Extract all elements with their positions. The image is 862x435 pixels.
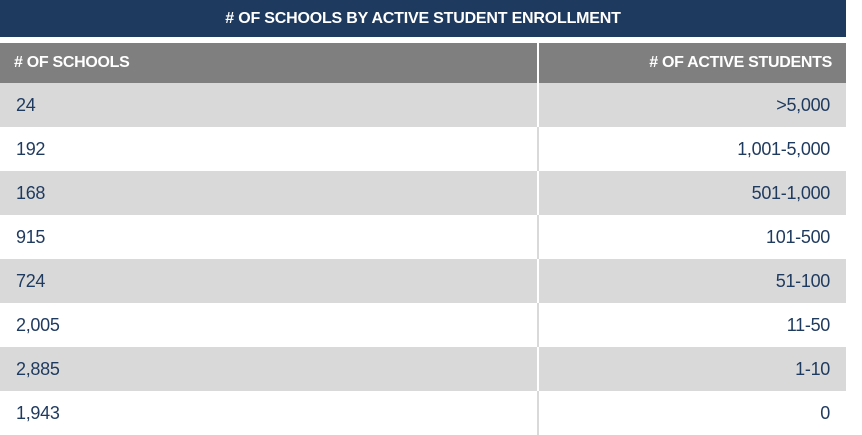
- table-row: [0, 259, 846, 303]
- students-cell: 11-50: [538, 303, 846, 347]
- table-row: [0, 303, 846, 347]
- students-cell: 1-10: [538, 347, 846, 391]
- column-header-students: # OF ACTIVE STUDENTS: [538, 43, 846, 83]
- header-row: [0, 43, 846, 83]
- students-cell: 1,001-5,000: [538, 127, 846, 171]
- table-row: [0, 215, 846, 259]
- schools-cell: 2,885: [0, 347, 538, 391]
- table-row: [0, 83, 846, 127]
- table-row: [0, 127, 846, 171]
- schools-cell: 24: [0, 83, 538, 127]
- table-row: [0, 171, 846, 215]
- schools-cell: 724: [0, 259, 538, 303]
- enrollment-table: [0, 43, 846, 435]
- schools-cell: 192: [0, 127, 538, 171]
- schools-cell: 915: [0, 215, 538, 259]
- table-row: [0, 347, 846, 391]
- students-cell: 0: [538, 391, 846, 435]
- table-title: # OF SCHOOLS BY ACTIVE STUDENT ENROLLMENT: [0, 0, 846, 37]
- students-cell: 501-1,000: [538, 171, 846, 215]
- students-cell: >5,000: [538, 83, 846, 127]
- schools-cell: 1,943: [0, 391, 538, 435]
- students-cell: 51-100: [538, 259, 846, 303]
- schools-cell: 2,005: [0, 303, 538, 347]
- column-header-schools: # OF SCHOOLS: [0, 43, 538, 83]
- table-row: [0, 391, 846, 435]
- students-cell: 101-500: [538, 215, 846, 259]
- schools-cell: 168: [0, 171, 538, 215]
